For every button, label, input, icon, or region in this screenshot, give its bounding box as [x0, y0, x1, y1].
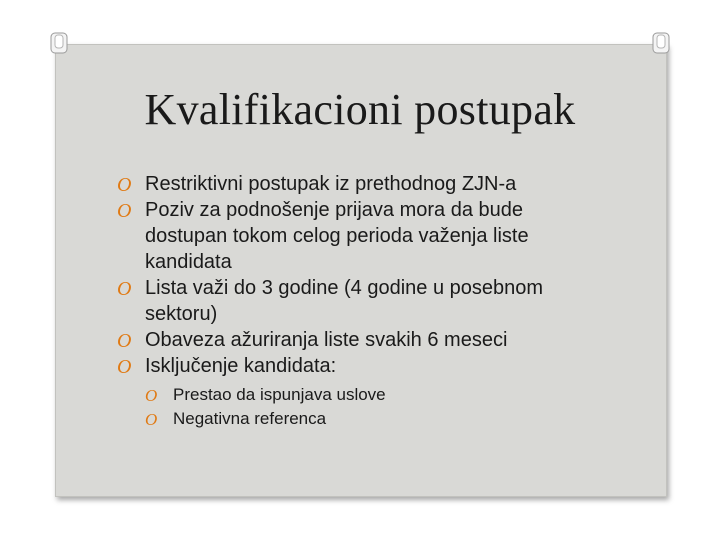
bullet-text: Poziv za podnošenje prijava mora da bude dostupan tokom celog perioda važenja liste kandidata: [145, 199, 529, 273]
bullet-text: Isključenje kandidata:: [145, 355, 337, 377]
bullet-marker-icon: O: [117, 200, 132, 222]
bullet-text: Restriktivni postupak iz prethodnog ZJN-a: [145, 173, 517, 195]
sub-bullet-text: Prestao da ispunjava uslove: [173, 385, 386, 404]
bullet-list: [117, 171, 587, 431]
bullet-marker-icon: O: [117, 278, 132, 300]
bullet-text: Lista važi do 3 godine (4 godine u posebnom sektoru): [145, 277, 544, 325]
sub-bullet-text: Negativna referenca: [173, 409, 327, 428]
bullet-marker-icon: O: [117, 356, 132, 378]
thumbtack-right-icon: [652, 32, 670, 54]
bullet-text: Obaveza ažuriranja liste svakih 6 meseci: [145, 329, 508, 351]
bullet-item: [117, 171, 587, 197]
bullet-item: [117, 275, 587, 327]
sub-bullet-marker-icon: O: [145, 410, 158, 429]
bullet-item: [117, 353, 587, 431]
bullet-item: [117, 197, 587, 275]
bullet-item: [117, 327, 587, 353]
sub-bullet-list: [145, 383, 587, 431]
bullet-marker-icon: O: [117, 174, 132, 196]
sub-bullet-item: [145, 407, 587, 431]
sub-bullet-marker-icon: O: [145, 386, 158, 405]
slide-title: Kvalifikacioni postupak: [144, 85, 576, 134]
thumbtack-left-icon: [50, 32, 68, 54]
sub-bullet-item: [145, 383, 587, 407]
bullet-marker-icon: O: [117, 330, 132, 352]
